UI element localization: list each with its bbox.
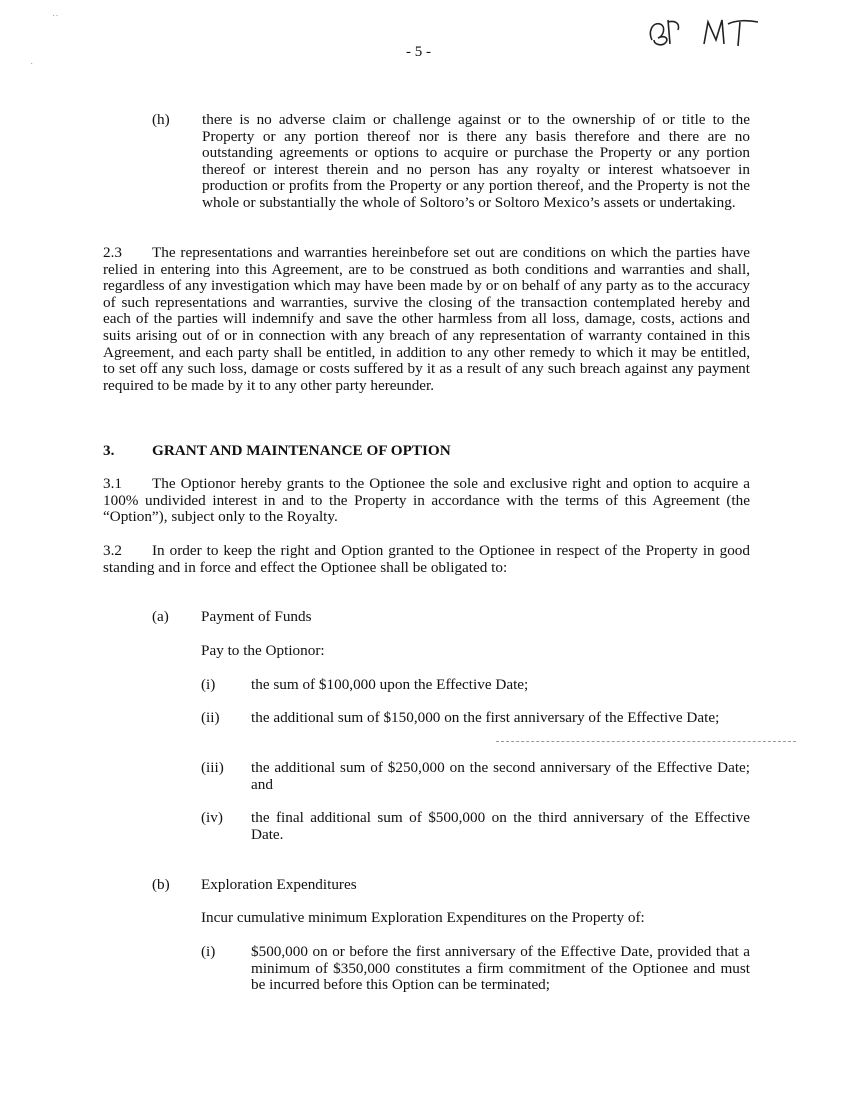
subitem-label: (ii): [201, 709, 220, 726]
section-number: 3.: [103, 442, 115, 459]
subitem-label: (iv): [201, 809, 223, 826]
item-intro: Incur cumulative minimum Exploration Expenditures on the Property of:: [201, 909, 645, 926]
scan-artifact: ˙˙: [52, 14, 59, 25]
item-intro: Pay to the Optionor:: [201, 642, 325, 659]
subitem-text: the additional sum of $250,000 on the second anniversary of the Effective Date; and: [251, 759, 750, 793]
clause-number: 3.1: [103, 475, 122, 492]
clause-2-3: [103, 245, 750, 394]
clause-number: 2.3: [103, 244, 122, 261]
item-heading: Payment of Funds: [201, 608, 312, 625]
scan-artifact-line: [496, 741, 796, 742]
item-heading: Exploration Expenditures: [201, 876, 357, 893]
item-label: (b): [152, 876, 170, 893]
clause-text: In order to keep the right and Option granted to the Optionee in respect of the Property in good standing and in force and effect the Optionee shall be obligated to:: [103, 542, 750, 576]
clause-3-1: [103, 476, 750, 526]
subitem-label: (iii): [201, 759, 224, 776]
clause-label: (h): [152, 111, 170, 128]
item-label: (a): [152, 608, 169, 625]
clause-3-2: [103, 543, 750, 576]
subitem-label: (i): [201, 676, 216, 693]
subitem-text: $500,000 on or before the first anniversary of the Effective Date, provided that a minimum of $350,000 constitutes a firm commitment of the Optionee and must be incurred before this Option can be terminated;: [251, 943, 750, 994]
clause-number: 3.2: [103, 542, 122, 559]
clause-h-text: there is no adverse claim or challenge against or to the ownership of or title to the Property or any portion thereof nor is there any basis therefore and there are no outstanding agreements or options to acquire or purchase the Property or any portion thereof or interest therein and no person has any royalty or interest whatsoever in production or profits from the Property or any portion thereof, and the Property is not the whole or substantially the whole of Soltoro’s or Soltoro Mexico’s assets or undertaking.: [202, 111, 750, 211]
subitem-text: the additional sum of $150,000 on the first anniversary of the Effective Date;: [251, 709, 720, 726]
clause-text: The Optionor hereby grants to the Optionee the sole and exclusive right and option to acquire a 100% undivided interest in and to the Property in accordance with the terms of this Agreement (the “Option”), subject only to the Royalty.: [103, 475, 750, 526]
clause-text: The representations and warranties hereinbefore set out are conditions on which the parties have relied in entering into this Agreement, are to be construed as both conditions and warranties and shall, regardless of any investigation which may have been made by or on behalf of any party as to the accuracy of such representations and warranties, survive the closing of the transaction contemplated hereby and each of the parties will indemnify and save the other harmless from all loss, damage, costs, actions and suits arising out of or in connection with any breach of any representation of warranty contained in this Agreement, and each party shall be entitled, in addition to any other remedy to which it may be entitled, to set off any such loss, damage or costs suffered by it as a result of any such breach against any payment required to be made by it to any other party hereunder.: [103, 244, 750, 394]
subitem-label: (i): [201, 943, 216, 960]
subitem-text: the final additional sum of $500,000 on the third anniversary of the Effective Date.: [251, 809, 750, 843]
subitem-text: the sum of $100,000 upon the Effective Date;: [251, 676, 529, 693]
scan-artifact: ˙: [30, 62, 34, 73]
page-number: - 5 -: [406, 44, 431, 60]
section-title: GRANT AND MAINTENANCE OF OPTION: [152, 442, 451, 459]
handwritten-initials: [644, 10, 764, 52]
